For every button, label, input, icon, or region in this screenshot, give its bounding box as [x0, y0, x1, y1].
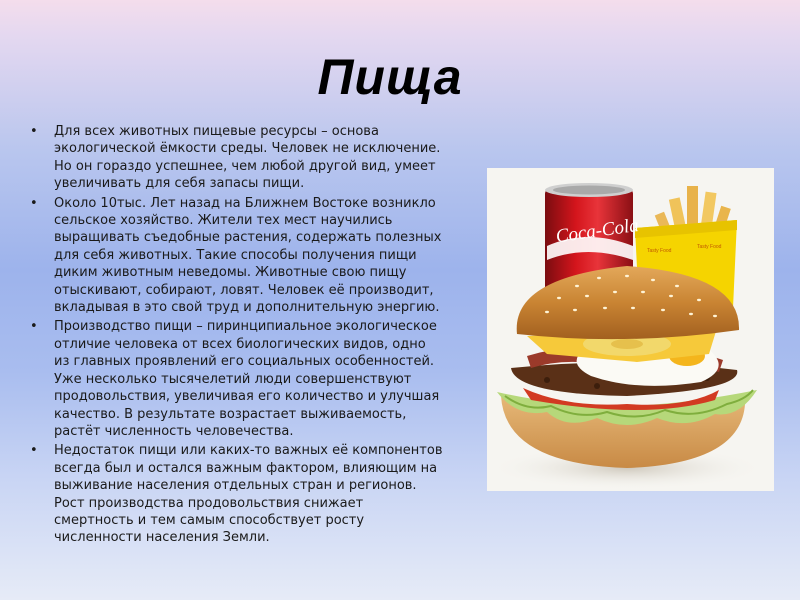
burger [497, 266, 757, 468]
bullet-line: выживание населения отдельных стран и регионов. [54, 478, 417, 494]
bullet-line: Около 10тыс. Лет назад на Ближнем Востоке возникло [54, 195, 436, 211]
bullet-marker: • [30, 124, 38, 139]
bullet-line: Производство пищи – пиринципиальное экологическое [54, 319, 437, 335]
bullet-line: Рост производства продовольствия снижает [54, 495, 364, 511]
bullet-line: диким животным неведомы. Животные свою пищу [54, 265, 407, 281]
burger-cola-fries-photo [487, 168, 774, 491]
bullet-line: растёт численность человечества. [54, 423, 294, 439]
bullet-line: отличие человека от всех биологических видов, одно [54, 336, 426, 352]
food-illustration [487, 168, 774, 491]
bullet-line: экологической ёмкости среды. Человек не исключение. [54, 141, 441, 157]
bullet-line: смертность и тем самым способствует росту [54, 512, 365, 528]
bullet-line: продовольствия, увеличивая его количество и улучшая [54, 389, 440, 405]
svg-text:Tasty Food: Tasty Food [647, 248, 672, 254]
bullet-line: Уже несколько тысячелетий люди совершенствуют [54, 371, 412, 387]
bullet-line: всегда был и остался важным фактором, влияющим на [54, 460, 438, 476]
bullet-line: из главных проявлений его социальных особенностей. [54, 354, 435, 370]
bullet-item-3 [30, 318, 490, 440]
bullet-marker: • [30, 319, 38, 335]
bullet-line: выращивать съедобные растения, содержать полезных [54, 230, 442, 246]
bullet-item-1 [30, 123, 490, 193]
bullet-line: численности населения Земли. [54, 530, 270, 546]
svg-text:Coca-Cola: Coca-Cola [554, 214, 640, 248]
bullet-item-2 [30, 195, 490, 317]
bullet-marker: • [30, 195, 38, 211]
bullet-line: сельское хозяйство. Жители тех мест научились [54, 213, 393, 229]
bullet-line: увеличивать для себя запасы пищи. [54, 176, 305, 192]
bullet-line: Для всех животных пищевые ресурсы – основа [54, 124, 379, 139]
slide-title: Пища [317, 49, 463, 105]
bullet-line: для себя животных. Такие способы получения пищи [54, 247, 417, 263]
bullet-line: вкладывая в это свой труд и дополнительную энергию. [54, 300, 440, 316]
svg-text:Tasty Food: Tasty Food [697, 244, 722, 250]
bullet-line: отыскивают, собирают, ловят. Человек её производит, [54, 282, 434, 298]
bullet-marker: • [30, 443, 38, 459]
bullet-item-4 [30, 442, 490, 546]
bullet-line: Недостаток пищи или каких-то важных её компонентов [54, 443, 443, 459]
bullet-line: Но он гораздо успешнее, чем любой другой вид, умеет [54, 158, 436, 174]
bullet-line: качество. В результате возрастает выживаемость, [54, 406, 407, 422]
bullet-list [30, 123, 490, 549]
